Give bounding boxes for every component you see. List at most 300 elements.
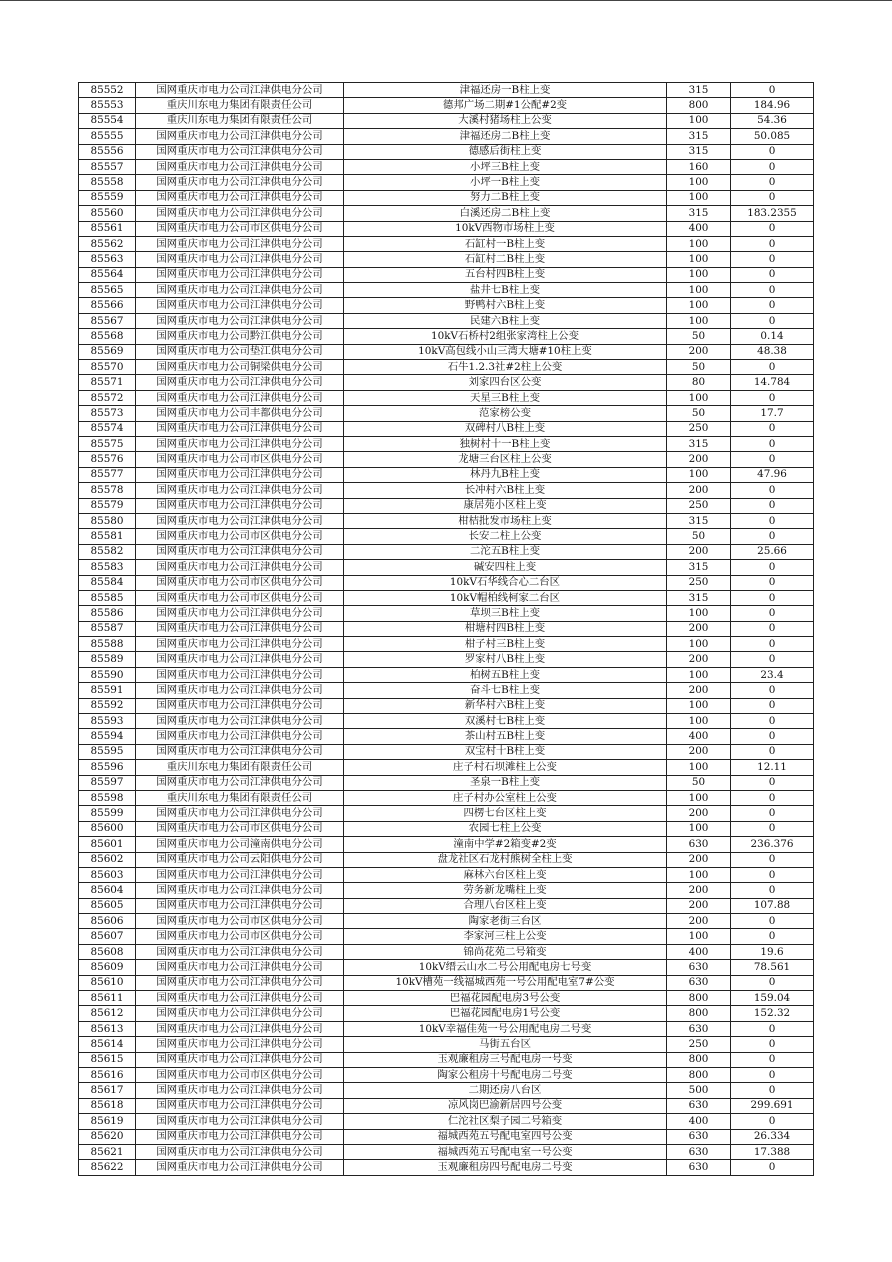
table-row <box>79 206 814 221</box>
company-cell: 国网重庆市电力公司江津供电分公司 <box>136 236 344 251</box>
value-cell: 17.7 <box>731 406 814 421</box>
value-cell: 0 <box>731 1021 814 1036</box>
table-row <box>79 1098 814 1113</box>
table-row <box>79 744 814 759</box>
value-cell: 0 <box>731 575 814 590</box>
capacity-cell: 800 <box>667 1068 731 1083</box>
table-row <box>79 898 814 913</box>
capacity-cell: 200 <box>667 344 731 359</box>
company-cell: 国网重庆市电力公司江津供电分公司 <box>136 129 344 144</box>
id-cell: 85590 <box>79 667 136 682</box>
id-cell: 85552 <box>79 83 136 98</box>
company-cell: 国网重庆市电力公司江津供电分公司 <box>136 898 344 913</box>
capacity-cell: 80 <box>667 375 731 390</box>
capacity-cell: 200 <box>667 852 731 867</box>
table-row <box>79 575 814 590</box>
capacity-cell: 250 <box>667 498 731 513</box>
transformer-name-cell: 10kV石华线合心二台区 <box>344 575 667 590</box>
transformer-name-cell: 石牛1.2.3社#2柱上公变 <box>344 360 667 375</box>
id-cell: 85561 <box>79 221 136 236</box>
value-cell: 0 <box>731 560 814 575</box>
capacity-cell: 100 <box>667 267 731 282</box>
value-cell: 0 <box>731 1160 814 1175</box>
value-cell: 23.4 <box>731 667 814 682</box>
company-cell: 国网重庆市电力公司江津供电分公司 <box>136 975 344 990</box>
value-cell: 0 <box>731 590 814 605</box>
capacity-cell: 630 <box>667 1098 731 1113</box>
id-cell: 85596 <box>79 760 136 775</box>
value-cell: 0 <box>731 744 814 759</box>
value-cell: 0 <box>731 698 814 713</box>
id-cell: 85557 <box>79 159 136 174</box>
value-cell: 0 <box>731 360 814 375</box>
value-cell: 0.14 <box>731 329 814 344</box>
transformer-name-cell: 福城西苑五号配电室一号公变 <box>344 1144 667 1159</box>
table-row <box>79 960 814 975</box>
transformer-name-cell: 津福还房一B柱上变 <box>344 83 667 98</box>
capacity-cell: 100 <box>667 867 731 882</box>
company-cell: 国网重庆市电力公司江津供电分公司 <box>136 83 344 98</box>
company-cell: 国网重庆市电力公司江津供电分公司 <box>136 806 344 821</box>
capacity-cell: 630 <box>667 1160 731 1175</box>
transformer-name-cell: 李家河三柱上公变 <box>344 929 667 944</box>
capacity-cell: 200 <box>667 621 731 636</box>
id-cell: 85575 <box>79 436 136 451</box>
table-row <box>79 483 814 498</box>
capacity-cell: 100 <box>667 313 731 328</box>
id-cell: 85582 <box>79 544 136 559</box>
capacity-cell: 100 <box>667 760 731 775</box>
transformer-name-cell: 独树村十一B柱上变 <box>344 436 667 451</box>
id-cell: 85618 <box>79 1098 136 1113</box>
transformer-name-cell: 津福还房二B柱上变 <box>344 129 667 144</box>
company-cell: 国网重庆市电力公司垫江供电分公司 <box>136 344 344 359</box>
value-cell: 19.6 <box>731 944 814 959</box>
table-row <box>79 98 814 113</box>
capacity-cell: 100 <box>667 190 731 205</box>
capacity-cell: 200 <box>667 652 731 667</box>
value-cell: 0 <box>731 313 814 328</box>
table-row <box>79 652 814 667</box>
transformer-name-cell: 合理八台区柱上变 <box>344 898 667 913</box>
transformer-name-cell: 民建六B柱上变 <box>344 313 667 328</box>
id-cell: 85597 <box>79 775 136 790</box>
transformer-name-cell: 10kV高包线小山三湾大塘#10柱上变 <box>344 344 667 359</box>
table-row <box>79 867 814 882</box>
id-cell: 85609 <box>79 960 136 975</box>
id-cell: 85619 <box>79 1114 136 1129</box>
transformer-name-cell: 二沱五B柱上变 <box>344 544 667 559</box>
company-cell: 国网重庆市电力公司江津供电分公司 <box>136 144 344 159</box>
capacity-cell: 315 <box>667 560 731 575</box>
transformer-name-cell: 龙塘三台区柱上公变 <box>344 452 667 467</box>
table-row <box>79 390 814 405</box>
page-top-border <box>0 0 892 1</box>
table-row <box>79 221 814 236</box>
capacity-cell: 100 <box>667 637 731 652</box>
transformer-name-cell: 小坪三B柱上变 <box>344 159 667 174</box>
company-cell: 国网重庆市电力公司市区供电分公司 <box>136 821 344 836</box>
value-cell: 0 <box>731 914 814 929</box>
transformer-name-cell: 小坪一B柱上变 <box>344 175 667 190</box>
id-cell: 85620 <box>79 1129 136 1144</box>
id-cell: 85583 <box>79 560 136 575</box>
value-cell: 78.561 <box>731 960 814 975</box>
value-cell: 54.36 <box>731 113 814 128</box>
capacity-cell: 800 <box>667 98 731 113</box>
capacity-cell: 315 <box>667 129 731 144</box>
table-row <box>79 544 814 559</box>
id-cell: 85563 <box>79 252 136 267</box>
company-cell: 国网重庆市电力公司铜梁供电分公司 <box>136 360 344 375</box>
table-row <box>79 1037 814 1052</box>
value-cell: 0 <box>731 867 814 882</box>
id-cell: 85610 <box>79 975 136 990</box>
transformer-name-cell: 农园七柱上公变 <box>344 821 667 836</box>
id-cell: 85588 <box>79 637 136 652</box>
table-row <box>79 298 814 313</box>
capacity-cell: 630 <box>667 1021 731 1036</box>
table-row <box>79 667 814 682</box>
company-cell: 国网重庆市电力公司江津供电分公司 <box>136 775 344 790</box>
company-cell: 国网重庆市电力公司江津供电分公司 <box>136 652 344 667</box>
id-cell: 85577 <box>79 467 136 482</box>
capacity-cell: 100 <box>667 390 731 405</box>
id-cell: 85612 <box>79 1006 136 1021</box>
value-cell: 0 <box>731 1083 814 1098</box>
capacity-cell: 50 <box>667 775 731 790</box>
value-cell: 25.66 <box>731 544 814 559</box>
capacity-cell: 100 <box>667 113 731 128</box>
capacity-cell: 100 <box>667 298 731 313</box>
value-cell: 0 <box>731 283 814 298</box>
id-cell: 85613 <box>79 1021 136 1036</box>
id-cell: 85572 <box>79 390 136 405</box>
transformer-name-cell: 柏树五B柱上变 <box>344 667 667 682</box>
value-cell: 0 <box>731 790 814 805</box>
table-row <box>79 175 814 190</box>
company-cell: 重庆川东电力集团有限责任公司 <box>136 760 344 775</box>
capacity-cell: 315 <box>667 590 731 605</box>
value-cell: 50.085 <box>731 129 814 144</box>
company-cell: 国网重庆市电力公司丰都供电分公司 <box>136 406 344 421</box>
company-cell: 国网重庆市电力公司江津供电分公司 <box>136 667 344 682</box>
table-row <box>79 513 814 528</box>
company-cell: 国网重庆市电力公司江津供电分公司 <box>136 637 344 652</box>
company-cell: 重庆川东电力集团有限责任公司 <box>136 113 344 128</box>
capacity-cell: 630 <box>667 960 731 975</box>
company-cell: 国网重庆市电力公司江津供电分公司 <box>136 960 344 975</box>
id-cell: 85555 <box>79 129 136 144</box>
transformer-name-cell: 五台村四B柱上变 <box>344 267 667 282</box>
transformer-name-cell: 巴福花园配电房3号公变 <box>344 991 667 1006</box>
id-cell: 85558 <box>79 175 136 190</box>
company-cell: 国网重庆市电力公司市区供电分公司 <box>136 590 344 605</box>
id-cell: 85601 <box>79 837 136 852</box>
id-cell: 85571 <box>79 375 136 390</box>
id-cell: 85615 <box>79 1052 136 1067</box>
company-cell: 国网重庆市电力公司江津供电分公司 <box>136 1129 344 1144</box>
value-cell: 0 <box>731 621 814 636</box>
transformer-name-cell: 双宝村十B柱上变 <box>344 744 667 759</box>
capacity-cell: 250 <box>667 575 731 590</box>
table-row <box>79 883 814 898</box>
company-cell: 国网重庆市电力公司江津供电分公司 <box>136 621 344 636</box>
company-cell: 国网重庆市电力公司黔江供电分公司 <box>136 329 344 344</box>
id-cell: 85566 <box>79 298 136 313</box>
value-cell: 0 <box>731 1052 814 1067</box>
value-cell: 0 <box>731 1037 814 1052</box>
value-cell: 152.32 <box>731 1006 814 1021</box>
company-cell: 国网重庆市电力公司江津供电分公司 <box>136 513 344 528</box>
value-cell: 159.04 <box>731 991 814 1006</box>
value-cell: 14.784 <box>731 375 814 390</box>
value-cell: 0 <box>731 498 814 513</box>
transformer-name-cell: 林丹九B柱上变 <box>344 467 667 482</box>
capacity-cell: 200 <box>667 683 731 698</box>
company-cell: 国网重庆市电力公司江津供电分公司 <box>136 729 344 744</box>
transformer-name-cell: 碱安四柱上变 <box>344 560 667 575</box>
value-cell: 183.2355 <box>731 206 814 221</box>
capacity-cell: 200 <box>667 452 731 467</box>
capacity-cell: 100 <box>667 714 731 729</box>
id-cell: 85602 <box>79 852 136 867</box>
company-cell: 国网重庆市电力公司江津供电分公司 <box>136 1052 344 1067</box>
company-cell: 国网重庆市电力公司市区供电分公司 <box>136 929 344 944</box>
table-row <box>79 313 814 328</box>
capacity-cell: 315 <box>667 513 731 528</box>
transformer-name-cell: 大溪村猪场柱上公变 <box>344 113 667 128</box>
table-row <box>79 852 814 867</box>
value-cell: 26.334 <box>731 1129 814 1144</box>
company-cell: 国网重庆市电力公司江津供电分公司 <box>136 698 344 713</box>
value-cell: 0 <box>731 806 814 821</box>
table-row <box>79 621 814 636</box>
transformer-name-cell: 德感后街柱上变 <box>344 144 667 159</box>
company-cell: 国网重庆市电力公司江津供电分公司 <box>136 867 344 882</box>
table-row <box>79 144 814 159</box>
id-cell: 85560 <box>79 206 136 221</box>
transformer-table <box>78 82 814 1176</box>
value-cell: 47.96 <box>731 467 814 482</box>
company-cell: 国网重庆市电力公司江津供电分公司 <box>136 175 344 190</box>
value-cell: 0 <box>731 1114 814 1129</box>
transformer-name-cell: 草坝三B柱上变 <box>344 606 667 621</box>
transformer-name-cell: 陶家老街三台区 <box>344 914 667 929</box>
company-cell: 国网重庆市电力公司江津供电分公司 <box>136 390 344 405</box>
company-cell: 国网重庆市电力公司云阳供电分公司 <box>136 852 344 867</box>
id-cell: 85556 <box>79 144 136 159</box>
capacity-cell: 315 <box>667 206 731 221</box>
company-cell: 国网重庆市电力公司江津供电分公司 <box>136 544 344 559</box>
company-cell: 国网重庆市电力公司江津供电分公司 <box>136 714 344 729</box>
company-cell: 国网重庆市电力公司市区供电分公司 <box>136 452 344 467</box>
transformer-name-cell: 罗家村八B柱上变 <box>344 652 667 667</box>
value-cell: 12.11 <box>731 760 814 775</box>
table-row <box>79 360 814 375</box>
capacity-cell: 200 <box>667 483 731 498</box>
id-cell: 85599 <box>79 806 136 821</box>
id-cell: 85606 <box>79 914 136 929</box>
table-row <box>79 991 814 1006</box>
table-row <box>79 1006 814 1021</box>
company-cell: 国网重庆市电力公司江津供电分公司 <box>136 421 344 436</box>
capacity-cell: 100 <box>667 929 731 944</box>
capacity-cell: 200 <box>667 544 731 559</box>
value-cell: 0 <box>731 159 814 174</box>
table-row <box>79 714 814 729</box>
transformer-name-cell: 10kV帽柏线柯家二台区 <box>344 590 667 605</box>
id-cell: 85581 <box>79 529 136 544</box>
capacity-cell: 100 <box>667 467 731 482</box>
capacity-cell: 315 <box>667 436 731 451</box>
transformer-name-cell: 福城西苑五号配电室四号公变 <box>344 1129 667 1144</box>
table-row <box>79 1021 814 1036</box>
id-cell: 85616 <box>79 1068 136 1083</box>
value-cell: 0 <box>731 637 814 652</box>
table-row <box>79 637 814 652</box>
capacity-cell: 200 <box>667 744 731 759</box>
transformer-name-cell: 陶家公租房十号配电房二号变 <box>344 1068 667 1083</box>
transformer-name-cell: 双碑村八B柱上变 <box>344 421 667 436</box>
company-cell: 国网重庆市电力公司江津供电分公司 <box>136 467 344 482</box>
table-row <box>79 929 814 944</box>
id-cell: 85603 <box>79 867 136 882</box>
transformer-name-cell: 玉观廉租房四号配电房二号变 <box>344 1160 667 1175</box>
table-row <box>79 1160 814 1175</box>
transformer-name-cell: 盐井七B柱上变 <box>344 283 667 298</box>
transformer-name-cell: 野鸭村六B柱上变 <box>344 298 667 313</box>
value-cell: 0 <box>731 975 814 990</box>
value-cell: 0 <box>731 852 814 867</box>
table-row <box>79 590 814 605</box>
value-cell: 0 <box>731 683 814 698</box>
capacity-cell: 630 <box>667 837 731 852</box>
company-cell: 国网重庆市电力公司江津供电分公司 <box>136 436 344 451</box>
transformer-name-cell: 康居苑小区柱上变 <box>344 498 667 513</box>
id-cell: 85617 <box>79 1083 136 1098</box>
capacity-cell: 50 <box>667 529 731 544</box>
table-row <box>79 498 814 513</box>
capacity-cell: 500 <box>667 1083 731 1098</box>
transformer-name-cell: 努力二B柱上变 <box>344 190 667 205</box>
table-row <box>79 467 814 482</box>
value-cell: 17.388 <box>731 1144 814 1159</box>
id-cell: 85586 <box>79 606 136 621</box>
table-row <box>79 760 814 775</box>
capacity-cell: 400 <box>667 729 731 744</box>
transformer-name-cell: 刘家四台区公变 <box>344 375 667 390</box>
transformer-name-cell: 凉风岗巴渝新居四号公变 <box>344 1098 667 1113</box>
id-cell: 85579 <box>79 498 136 513</box>
capacity-cell: 400 <box>667 1114 731 1129</box>
capacity-cell: 100 <box>667 606 731 621</box>
table-row <box>79 283 814 298</box>
capacity-cell: 315 <box>667 83 731 98</box>
capacity-cell: 100 <box>667 252 731 267</box>
transformer-name-cell: 10kV槽苑一线福城西苑一号公用配电室7#公变 <box>344 975 667 990</box>
transformer-name-cell: 长安二柱上公变 <box>344 529 667 544</box>
company-cell: 国网重庆市电力公司江津供电分公司 <box>136 606 344 621</box>
spreadsheet-page <box>78 82 814 1176</box>
value-cell: 0 <box>731 175 814 190</box>
table-row <box>79 529 814 544</box>
value-cell: 0 <box>731 298 814 313</box>
table-row <box>79 436 814 451</box>
id-cell: 85589 <box>79 652 136 667</box>
capacity-cell: 400 <box>667 221 731 236</box>
company-cell: 重庆川东电力集团有限责任公司 <box>136 790 344 805</box>
id-cell: 85598 <box>79 790 136 805</box>
transformer-name-cell: 白溪还房二B柱上变 <box>344 206 667 221</box>
transformer-name-cell: 石缸村二B柱上变 <box>344 252 667 267</box>
id-cell: 85594 <box>79 729 136 744</box>
table-row <box>79 821 814 836</box>
id-cell: 85622 <box>79 1160 136 1175</box>
id-cell: 85614 <box>79 1037 136 1052</box>
id-cell: 85562 <box>79 236 136 251</box>
value-cell: 0 <box>731 452 814 467</box>
capacity-cell: 800 <box>667 1052 731 1067</box>
transformer-name-cell: 巴福花园配电房1号公变 <box>344 1006 667 1021</box>
table-row <box>79 83 814 98</box>
company-cell: 国网重庆市电力公司市区供电分公司 <box>136 575 344 590</box>
transformer-name-cell: 庄子村办公室柱上公变 <box>344 790 667 805</box>
id-cell: 85593 <box>79 714 136 729</box>
table-row <box>79 1052 814 1067</box>
table-row <box>79 1144 814 1159</box>
capacity-cell: 50 <box>667 360 731 375</box>
table-row <box>79 406 814 421</box>
capacity-cell: 250 <box>667 421 731 436</box>
value-cell: 0 <box>731 729 814 744</box>
table-row <box>79 837 814 852</box>
company-cell: 国网重庆市电力公司江津供电分公司 <box>136 1144 344 1159</box>
table-row <box>79 698 814 713</box>
transformer-name-cell: 盘龙社区石龙村熊树全柱上变 <box>344 852 667 867</box>
table-row <box>79 1083 814 1098</box>
capacity-cell: 100 <box>667 698 731 713</box>
table-row <box>79 683 814 698</box>
id-cell: 85578 <box>79 483 136 498</box>
company-cell: 国网重庆市电力公司江津供电分公司 <box>136 560 344 575</box>
value-cell: 0 <box>731 421 814 436</box>
capacity-cell: 200 <box>667 898 731 913</box>
value-cell: 0 <box>731 436 814 451</box>
company-cell: 国网重庆市电力公司江津供电分公司 <box>136 1114 344 1129</box>
id-cell: 85607 <box>79 929 136 944</box>
transformer-name-cell: 锦尚花苑二号箱变 <box>344 944 667 959</box>
value-cell: 0 <box>731 929 814 944</box>
company-cell: 国网重庆市电力公司江津供电分公司 <box>136 1006 344 1021</box>
company-cell: 国网重庆市电力公司江津供电分公司 <box>136 483 344 498</box>
table-row <box>79 1129 814 1144</box>
company-cell: 国网重庆市电力公司江津供电分公司 <box>136 744 344 759</box>
transformer-name-cell: 德邦广场二期#1公配#2变 <box>344 98 667 113</box>
capacity-cell: 200 <box>667 883 731 898</box>
table-row <box>79 375 814 390</box>
table-row <box>79 1114 814 1129</box>
value-cell: 107.88 <box>731 898 814 913</box>
transformer-name-cell: 圣泉一B柱上变 <box>344 775 667 790</box>
id-cell: 85554 <box>79 113 136 128</box>
id-cell: 85621 <box>79 1144 136 1159</box>
value-cell: 0 <box>731 144 814 159</box>
table-row <box>79 606 814 621</box>
id-cell: 85611 <box>79 991 136 1006</box>
table-row <box>79 914 814 929</box>
id-cell: 85570 <box>79 360 136 375</box>
